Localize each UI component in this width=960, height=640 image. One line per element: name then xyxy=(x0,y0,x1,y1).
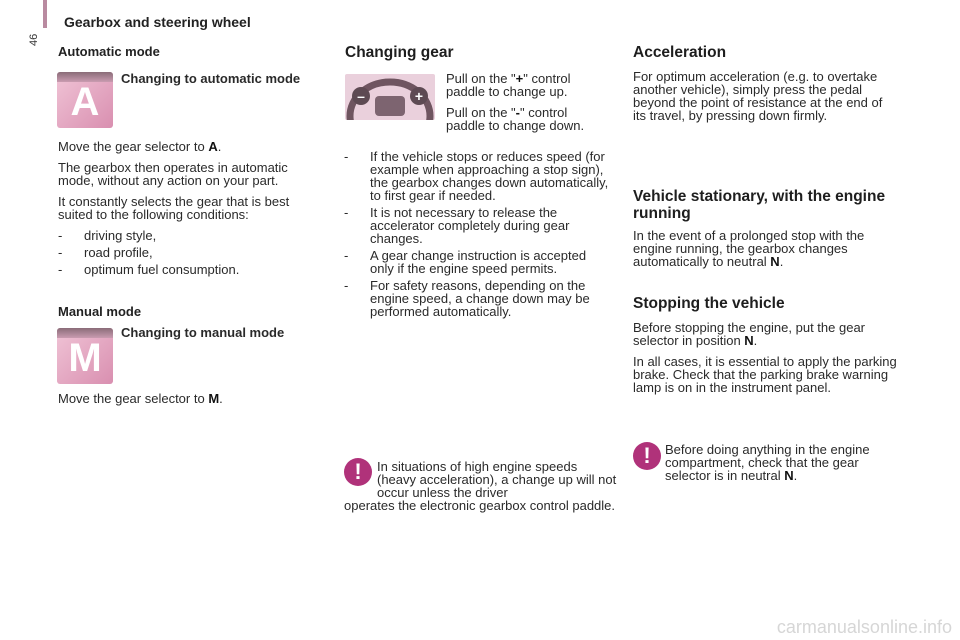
engine-compartment-warning xyxy=(665,443,895,482)
warning-icon: ! xyxy=(633,442,661,470)
list-item: - It is not necessary to release the accelerator completely during gear changes. xyxy=(344,206,612,245)
list-item: - road profile, xyxy=(58,246,326,259)
page-header: Gearbox and steering wheel xyxy=(64,14,251,30)
automatic-operation-text: The gearbox then operates in automatic mode, without any action on your part. xyxy=(58,160,288,188)
stationary-text-end: . xyxy=(779,254,784,269)
gear-key-n: N xyxy=(784,468,794,483)
vehicle-stationary-heading: Vehicle stationary, with the engine running xyxy=(633,188,886,222)
gear-warning-text-a: In situations of high engine speeds (heavy acceleration), a change up will not occur unless the driver xyxy=(377,459,617,500)
automatic-instruction-text: Move the gear selector to xyxy=(58,139,209,154)
footer-watermark: carmanualsonline.info xyxy=(776,617,952,637)
manual-instruction xyxy=(58,392,326,405)
paddle-plus-key: + xyxy=(515,71,524,86)
gear-letter-a: A xyxy=(70,80,100,124)
changing-to-manual-title: Changing to manual mode xyxy=(121,325,285,340)
paddle-minus-key: - xyxy=(515,105,521,120)
gear-key-a: A xyxy=(208,139,218,154)
gear-key-n: N xyxy=(744,333,754,348)
paddle-down-text-b: " control paddle to change down. xyxy=(446,105,585,133)
steering-wheel-icon xyxy=(345,74,435,120)
changing-gear-heading: Changing gear xyxy=(345,44,454,61)
page-number: 46 xyxy=(28,33,40,46)
automatic-instruction xyxy=(58,140,326,153)
manual-mode-heading: Manual mode xyxy=(58,304,142,319)
engine-warning-text: Before doing anything in the engine compartment, check that the gear selector is in neutral xyxy=(665,442,870,483)
stopping-text-a: Before stopping the engine, put the gear selector in position xyxy=(633,320,866,348)
stopping-vehicle-heading: Stopping the vehicle xyxy=(633,295,785,312)
parking-brake-text: In all cases, it is essential to apply the parking brake. Check that the parking brake warning lamp is on in the instrument panel. xyxy=(633,354,897,395)
automatic-mode-icon xyxy=(57,72,113,128)
gear-warning-text-b: operates the electronic gearbox control paddle. xyxy=(344,498,616,513)
stopping-instruction xyxy=(633,321,908,347)
manual-instruction-text: Move the gear selector to xyxy=(58,391,209,406)
svg-text:+: + xyxy=(414,88,424,104)
header-accent-bar xyxy=(43,0,47,28)
paddle-up-text xyxy=(446,72,606,98)
stopping-text-end: . xyxy=(753,333,758,348)
manual-mode-icon xyxy=(57,328,113,384)
list-item: - optimum fuel consumption. xyxy=(58,263,326,276)
changing-gear-notes xyxy=(344,150,612,322)
paddle-down-text-a: Pull on the " xyxy=(446,105,516,120)
engine-warning-end: . xyxy=(793,468,798,483)
paddle-up-text-b: " control paddle to change up. xyxy=(446,71,571,99)
automatic-mode-heading: Automatic mode xyxy=(58,44,160,59)
gear-key-n: N xyxy=(770,254,780,269)
changing-to-automatic-title: Changing to automatic mode xyxy=(121,71,301,86)
stopping-vehicle-body xyxy=(633,321,908,402)
list-item: - For safety reasons, depending on the engine speed, a change down may be performed automatically. xyxy=(344,279,612,318)
svg-text:–: – xyxy=(357,88,365,104)
vehicle-stationary-text xyxy=(633,229,893,268)
automatic-conditions-intro: It constantly selects the gear that is best suited to the following conditions: xyxy=(58,194,290,222)
manual-instruction-end: . xyxy=(219,391,223,406)
list-item: - A gear change instruction is accepted only if the engine speed permits. xyxy=(344,249,612,275)
conditions-list xyxy=(58,229,326,276)
gear-notes-list xyxy=(344,150,612,318)
warning-icon: ! xyxy=(344,458,372,486)
automatic-mode-body xyxy=(58,140,326,280)
gear-letter-m: M xyxy=(68,336,102,380)
list-item: - driving style, xyxy=(58,229,326,242)
automatic-instruction-end: . xyxy=(217,139,222,154)
acceleration-heading: Acceleration xyxy=(633,44,727,61)
steering-wheel-paddles-image xyxy=(345,74,435,120)
stationary-text-a: In the event of a prolonged stop with the engine running, the gearbox changes automatically to neutral xyxy=(633,228,865,269)
gear-key-m: M xyxy=(208,391,220,406)
paddle-up-text-a: Pull on the " xyxy=(446,71,516,86)
acceleration-text: For optimum acceleration (e.g. to overtake another vehicle), simply press the pedal beyond the point of resistance at the end of its travel, by pressing down firmly. xyxy=(633,69,883,123)
paddle-instructions xyxy=(446,72,606,140)
list-item: - If the vehicle stops or reduces speed (for example when approaching a stop sign), the gearbox changes down automatically, to first gear if needed. xyxy=(344,150,612,202)
paddle-down-text xyxy=(446,106,606,132)
